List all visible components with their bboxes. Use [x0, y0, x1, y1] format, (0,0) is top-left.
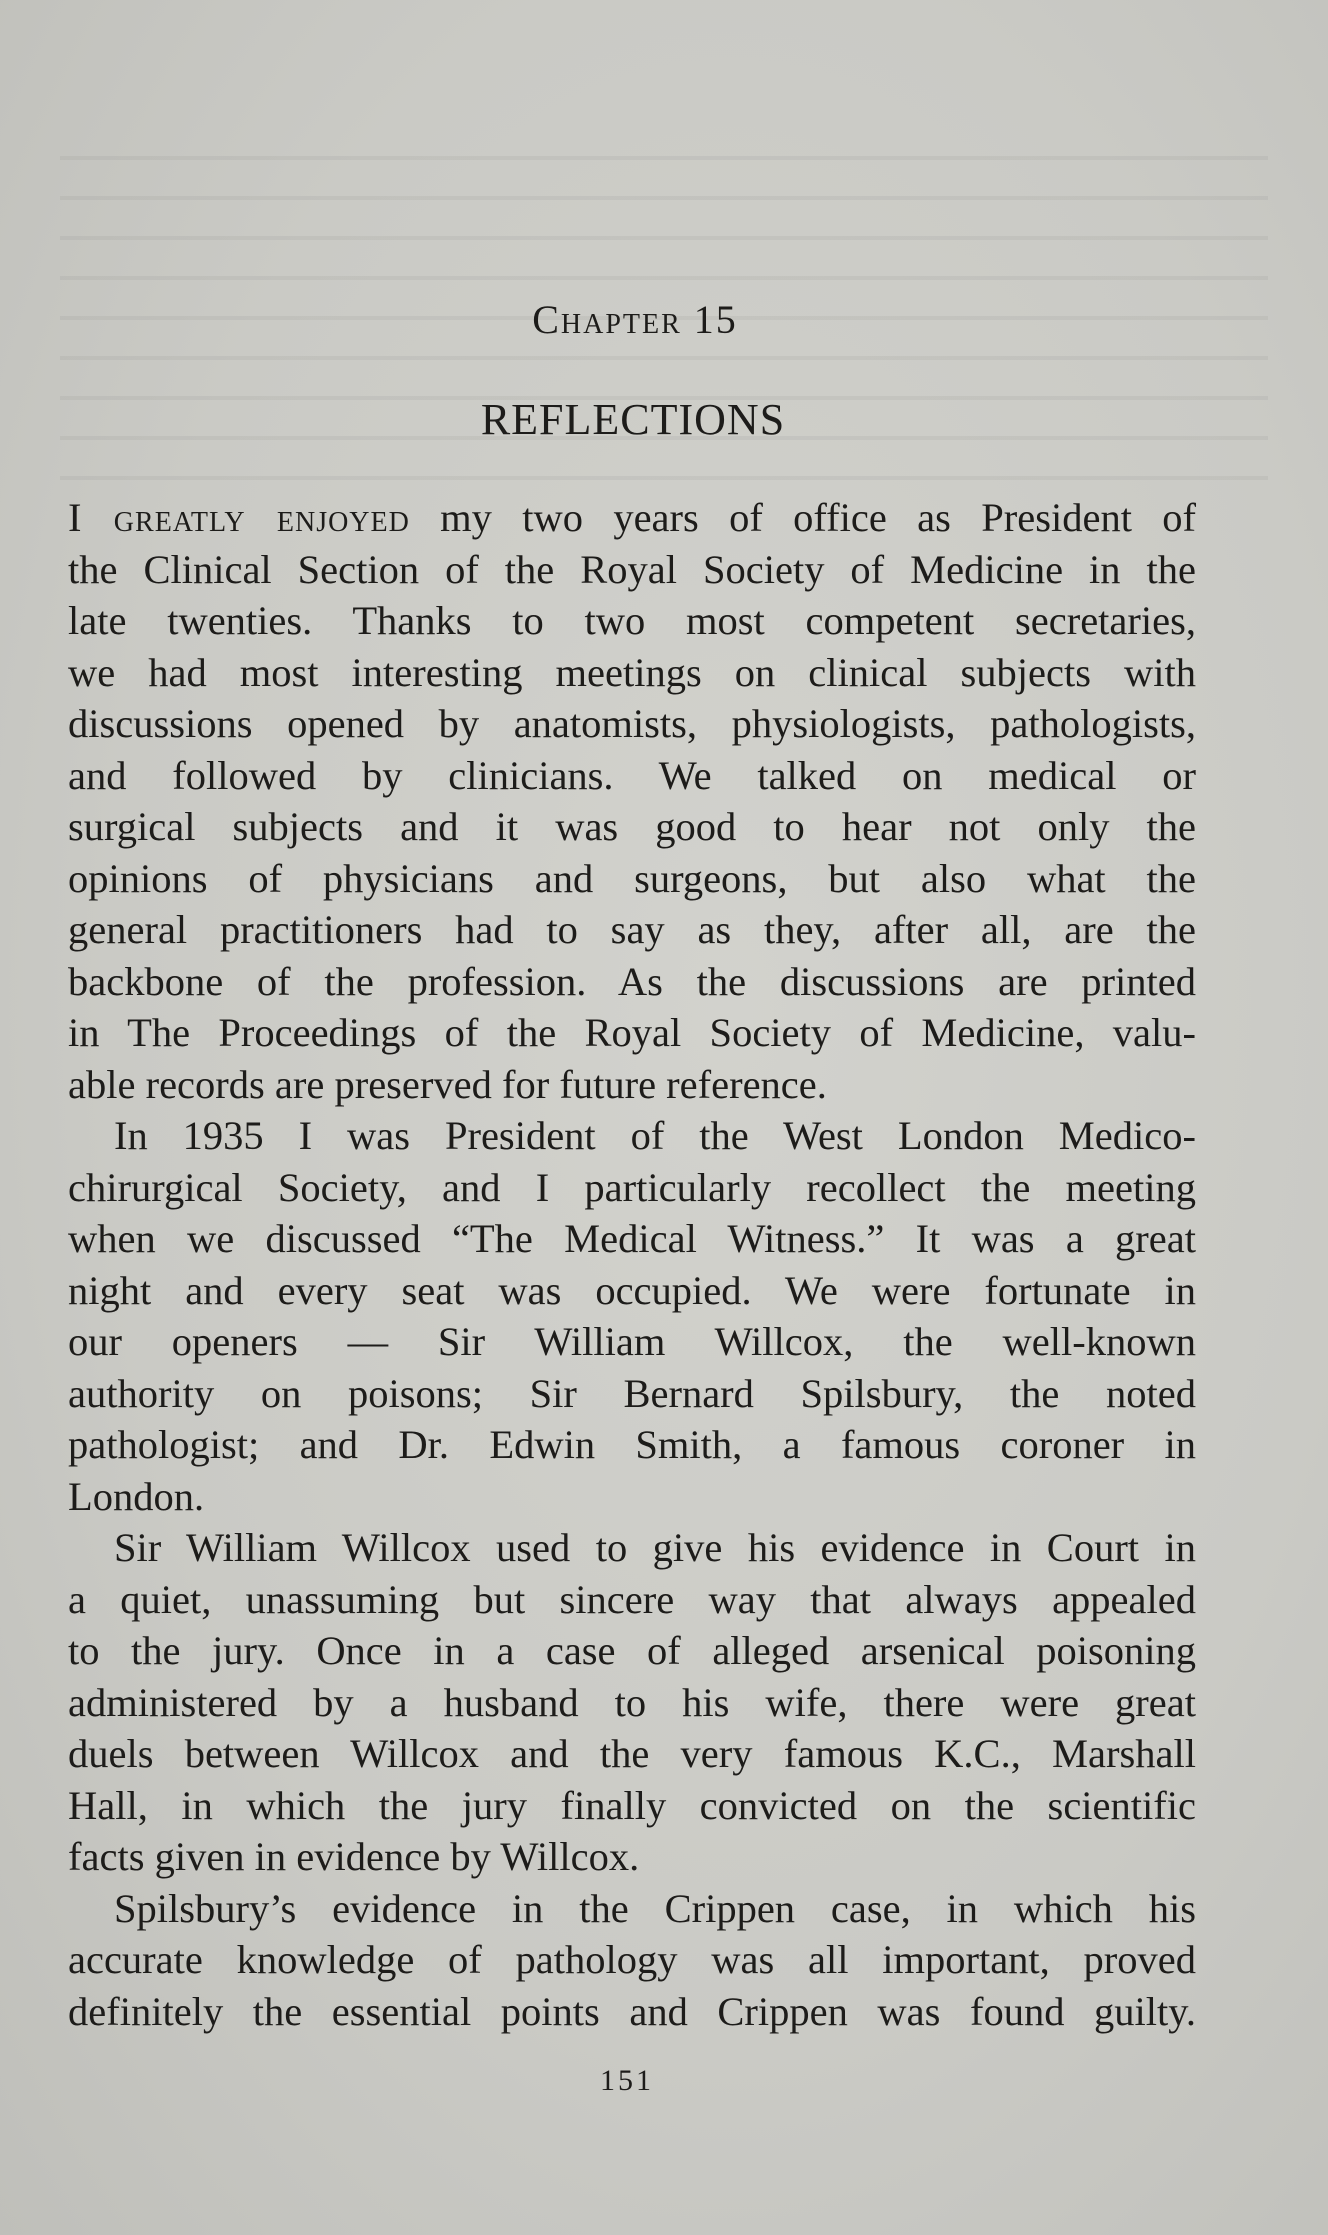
text-line: accurate knowledge of pathology was all important, proved [68, 1937, 1196, 1982]
text-line: Sir William Willcox used to give his evidence in Court in [114, 1525, 1196, 1570]
text-line: surgical subjects and it was good to hear not only the [68, 804, 1196, 849]
text-line: to the jury. Once in a case of alleged arsenical poisoning [68, 1628, 1196, 1673]
text-line: chirurgical Society, and I particularly recollect the meeting [68, 1164, 1196, 1210]
chapter-title: REFLECTIONS [480, 395, 786, 444]
text-line: our openers — Sir William Willcox, the well-known [68, 1319, 1196, 1364]
text-line: the Clinical Section of the Royal Society of Medicine in the [68, 546, 1196, 592]
text-line: and followed by clinicians. We talked on medical or [68, 752, 1196, 798]
text-line: facts given in evidence by Willcox. [68, 1834, 640, 1879]
text-line: in The Proceedings of the Royal Society of Medicine, valu- [68, 1010, 1196, 1055]
text-line: able records are preserved for future reference. [68, 1061, 827, 1107]
text-line: duels between Willcox and the very famous K.C., Marshall [68, 1731, 1196, 1776]
text-line [68, 492, 1196, 544]
text-line: Spilsbury’s evidence in the Crippen case, in which his [114, 1885, 1196, 1931]
text-line: a quiet, unassuming but sincere way that always appealed [68, 1576, 1196, 1622]
text-line: pathologist; and Dr. Edwin Smith, a famous coroner in [68, 1422, 1196, 1467]
text-line: authority on poisons; Sir Bernard Spilsbury, the noted [68, 1370, 1196, 1416]
text-line: In 1935 I was President of the West London Medico- [114, 1113, 1196, 1158]
text-line: definitely the essential points and Crippen was found guilty. [68, 1988, 1196, 2034]
text-line: general practitioners had to say as they, after all, are the [68, 907, 1196, 952]
text-line: when we discussed “The Medical Witness.” It was a great [68, 1216, 1196, 1261]
page-number: 151 [600, 2064, 654, 2097]
text-line: Hall, in which the jury finally convicted on the scientific [68, 1782, 1196, 1828]
opening-words: I greatly enjoyed [68, 495, 410, 540]
text-line: discussions opened by anatomists, physiologists, pathologists, [68, 701, 1196, 746]
text-line: we had most interesting meetings on clinical subjects with [68, 649, 1196, 695]
text-line: late twenties. Thanks to two most competent secretaries, [68, 598, 1196, 643]
text-line-rest: my two years of office as President of [409, 495, 1196, 540]
text-line: opinions of physicians and surgeons, but also what the [68, 855, 1196, 901]
text-line: backbone of the profession. As the discussions are printed [68, 958, 1196, 1004]
text-line: night and every seat was occupied. We were fortunate in [68, 1267, 1196, 1313]
chapter-label: Chapter 15 [532, 297, 738, 342]
text-line: London. [68, 1473, 205, 1519]
body-text [68, 492, 1196, 2037]
text-line: administered by a husband to his wife, there were great [68, 1679, 1196, 1725]
